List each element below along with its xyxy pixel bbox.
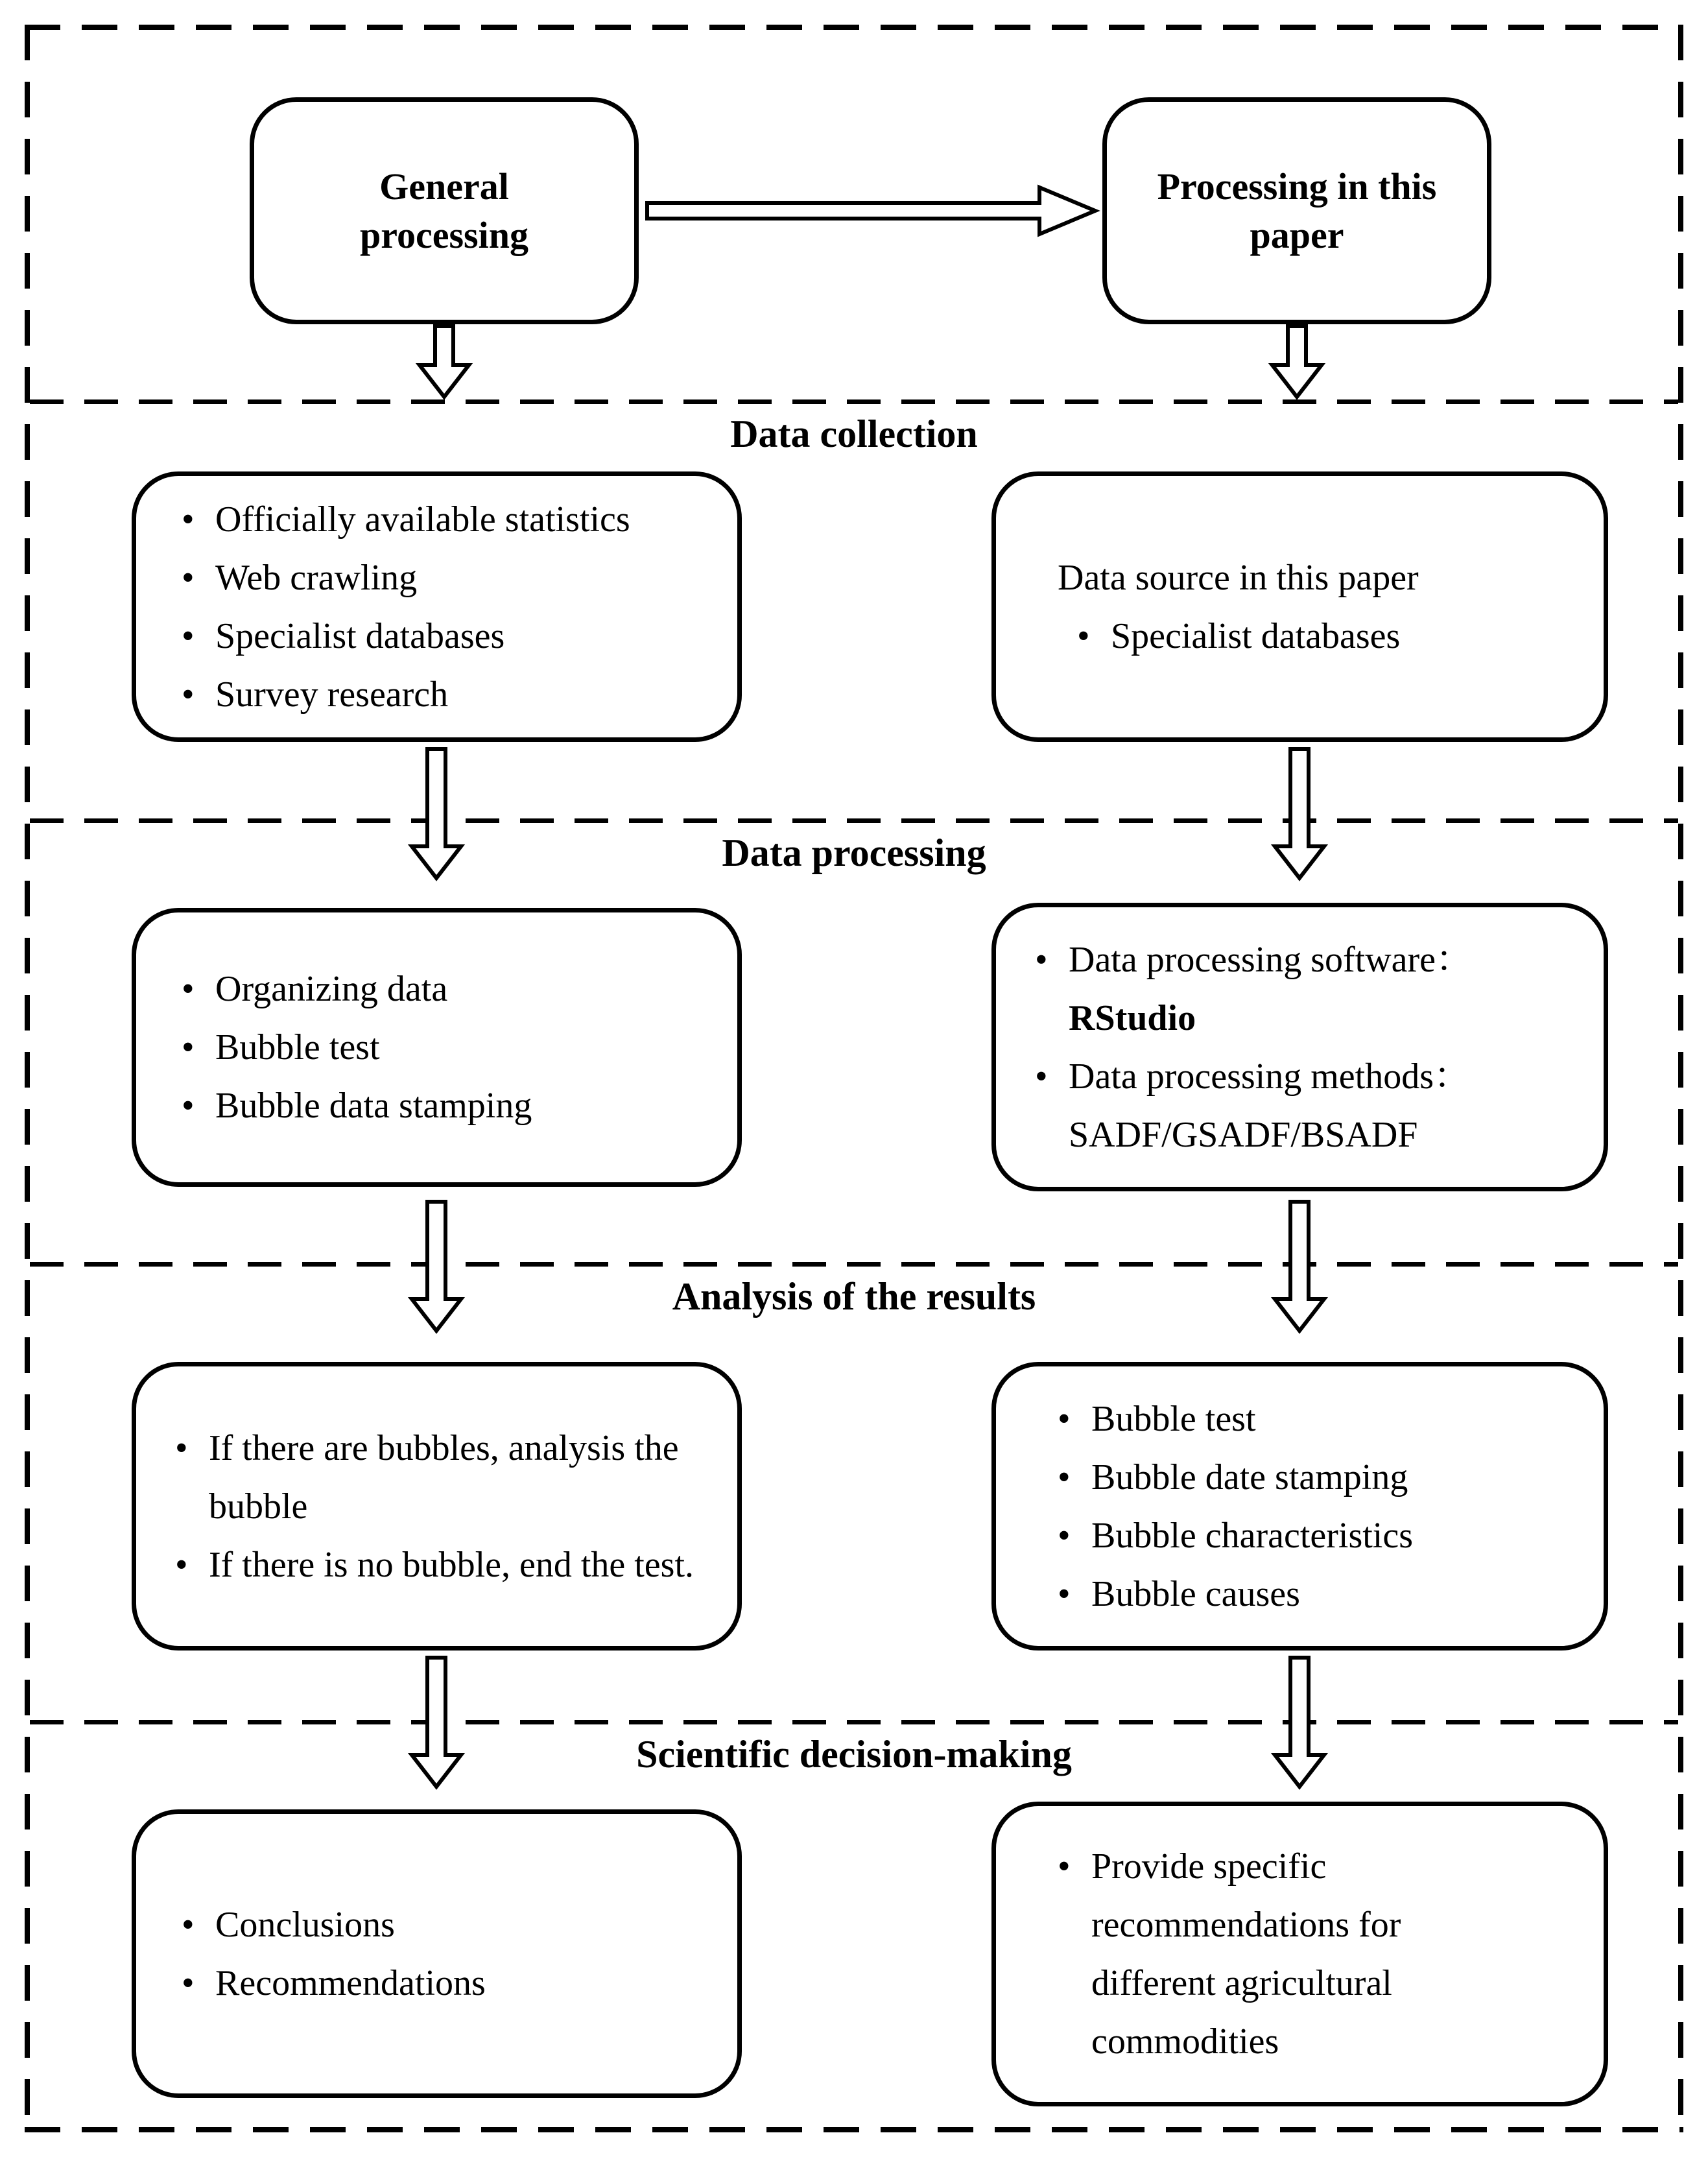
arrow-down-icon xyxy=(1274,1200,1325,1333)
list-item-text: Bubble test xyxy=(1091,1398,1256,1439)
bullet-icon: • xyxy=(1058,1846,1071,1887)
data-processing-general-list xyxy=(182,960,711,1135)
section-title-decision: Scientific decision-making xyxy=(636,1733,1072,1776)
section-divider-analysis xyxy=(30,1262,1678,1267)
list-item-text: Bubble characteristics xyxy=(1091,1515,1414,1556)
data-source-heading: Data source in this paper xyxy=(1058,557,1419,598)
analysis-paper-list xyxy=(1058,1390,1578,1623)
list-item xyxy=(175,1419,715,1536)
list-item xyxy=(182,490,711,549)
list-item xyxy=(1058,1448,1578,1507)
list-item xyxy=(182,665,711,724)
list-item xyxy=(175,1536,715,1594)
list-item xyxy=(182,607,711,665)
bullet-icon: • xyxy=(182,674,195,715)
decision-paper-box xyxy=(991,1802,1608,2106)
analysis-general-list xyxy=(175,1419,715,1594)
bullet-icon: • xyxy=(175,1544,188,1585)
list-item xyxy=(1035,1047,1584,1164)
methods-label: Data processing methods： xyxy=(1069,1056,1470,1097)
list-item xyxy=(1035,931,1584,1047)
list-item-text: Bubble date stamping xyxy=(1091,1457,1408,1497)
processing-in-paper-label: Processing in this paper xyxy=(1157,165,1437,256)
list-item xyxy=(182,1954,711,2012)
list-item-text: Web crawling xyxy=(215,557,418,598)
section-divider-decision xyxy=(30,1720,1678,1724)
data-processing-paper-list xyxy=(1035,931,1584,1164)
data-collection-general-box xyxy=(132,471,742,742)
methods-value: SADF/GSADF/BSADF xyxy=(1069,1114,1418,1155)
data-collection-general-list xyxy=(182,490,711,724)
arrow-down-icon xyxy=(1274,747,1325,880)
software-value: RStudio xyxy=(1069,997,1196,1038)
software-label: Data processing software： xyxy=(1069,939,1473,980)
list-item xyxy=(182,1077,711,1135)
arrow-down-icon xyxy=(1274,1656,1325,1789)
list-item xyxy=(1058,1837,1584,2071)
bullet-icon: • xyxy=(182,1027,195,1067)
bullet-icon: • xyxy=(182,1904,195,1945)
frame-border-top xyxy=(25,25,1683,30)
arrow-down-icon xyxy=(1271,324,1323,399)
bullet-icon: • xyxy=(1035,939,1048,980)
list-item-text: Conclusions xyxy=(215,1904,395,1945)
decision-general-box xyxy=(132,1809,742,2098)
bullet-icon: • xyxy=(182,969,195,1009)
section-divider-data-processing xyxy=(30,818,1678,823)
bullet-icon: • xyxy=(1058,1573,1071,1614)
bullet-icon: • xyxy=(175,1427,188,1468)
list-item-text: Survey research xyxy=(215,674,449,715)
analysis-general-box xyxy=(132,1362,742,1651)
decision-general-list xyxy=(182,1896,711,2012)
list-item xyxy=(1058,1507,1578,1565)
data-processing-paper-box xyxy=(991,903,1608,1191)
bullet-icon: • xyxy=(1035,1056,1048,1097)
list-item xyxy=(182,549,711,607)
section-title-analysis: Analysis of the results xyxy=(672,1275,1036,1318)
list-item-text: Bubble test xyxy=(215,1027,380,1067)
list-item xyxy=(182,1896,711,1954)
general-processing-box xyxy=(250,97,639,324)
bullet-icon: • xyxy=(1058,1515,1071,1556)
bullet-icon: • xyxy=(1058,1398,1071,1439)
arrow-down-icon xyxy=(418,324,470,399)
frame-border-left xyxy=(25,25,30,2132)
list-item-text: If there is no bubble, end the test. xyxy=(209,1544,694,1585)
list-item-text: Organizing data xyxy=(215,969,448,1009)
list-item-text: Specialist databases xyxy=(1111,615,1401,656)
decision-paper-list xyxy=(1058,1837,1584,2071)
bullet-icon: • xyxy=(182,1086,195,1126)
processing-in-paper-box xyxy=(1102,97,1491,324)
list-item-text: Bubble data stamping xyxy=(215,1086,532,1126)
data-processing-general-box xyxy=(132,908,742,1187)
list-item-text: Provide specific recommendations for different agricultural commodities xyxy=(1091,1846,1401,2062)
list-item-text: If there are bubbles, analysis the bubble xyxy=(209,1427,679,1527)
data-collection-paper-list xyxy=(1077,607,1578,665)
list-item xyxy=(1077,607,1578,665)
arrow-right-icon xyxy=(645,185,1099,237)
bullet-icon: • xyxy=(182,1962,195,2003)
general-processing-label: General processing xyxy=(360,165,528,256)
list-item-text: Bubble causes xyxy=(1091,1573,1300,1614)
list-item xyxy=(1058,1390,1578,1448)
frame-border-right xyxy=(1678,25,1683,2132)
list-item-text: Recommendations xyxy=(215,1962,486,2003)
list-item-text xyxy=(1069,1047,1470,1164)
bullet-icon: • xyxy=(182,557,195,598)
frame-border-bottom xyxy=(25,2127,1683,2132)
list-item xyxy=(1058,1565,1578,1623)
bullet-icon: • xyxy=(1058,1457,1071,1497)
bullet-icon: • xyxy=(182,615,195,656)
analysis-paper-box xyxy=(991,1362,1608,1651)
bullet-icon: • xyxy=(182,499,195,540)
arrow-down-icon xyxy=(410,1656,462,1789)
section-title-data-collection: Data collection xyxy=(730,412,978,455)
list-item xyxy=(182,1018,711,1077)
data-collection-paper-box xyxy=(991,471,1608,742)
list-item xyxy=(182,960,711,1018)
list-item-text: Specialist databases xyxy=(215,615,505,656)
list-item-text xyxy=(1069,931,1472,1047)
arrow-down-icon xyxy=(410,747,462,880)
list-item-text: Officially available statistics xyxy=(215,499,630,540)
section-divider-data-collection xyxy=(30,399,1678,404)
section-title-data-processing: Data processing xyxy=(722,831,986,874)
bullet-icon: • xyxy=(1077,615,1090,656)
arrow-down-icon xyxy=(410,1200,462,1333)
